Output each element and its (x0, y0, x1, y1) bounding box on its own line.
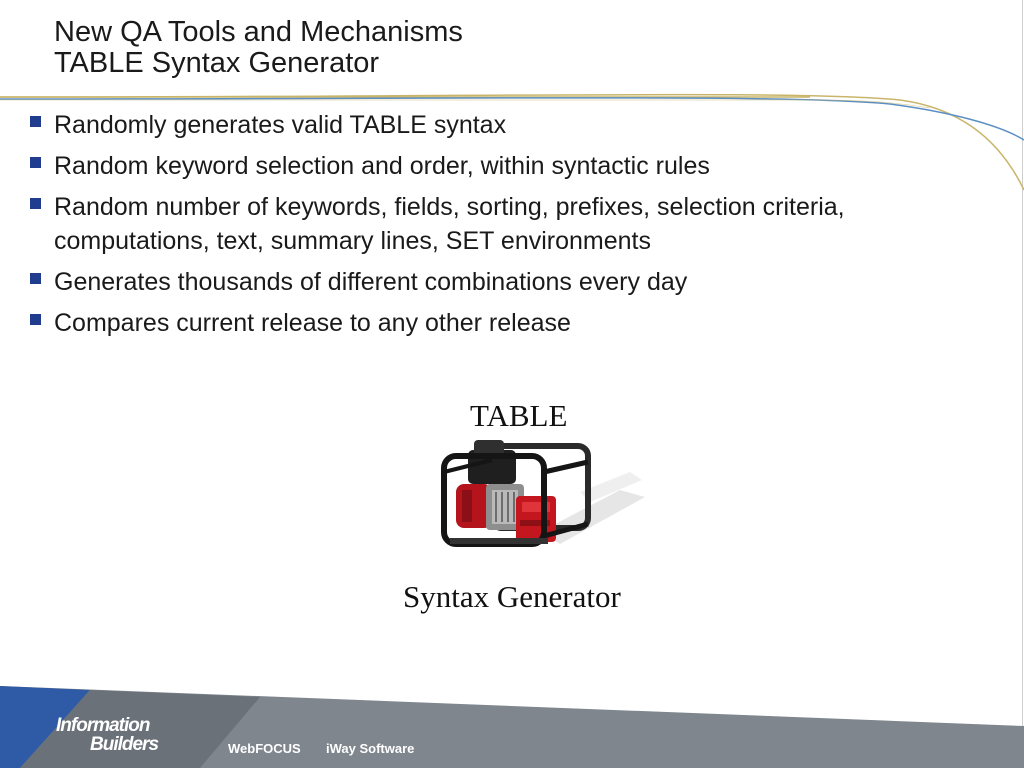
title-line-2: TABLE Syntax Generator (54, 47, 380, 79)
bullet-square-icon (30, 198, 41, 209)
bullet-square-icon (30, 314, 41, 325)
bullet-text: Random keyword selection and order, within syntactic rules (54, 152, 710, 180)
bullet-item (28, 306, 988, 340)
bullet-item (28, 190, 988, 258)
brand-iway-software: iWay Software (326, 741, 415, 756)
bullet-text: Randomly generates valid TABLE syntax (54, 111, 507, 139)
bullet-item (28, 108, 988, 142)
bullet-square-icon (30, 273, 41, 284)
information-builders-logo (56, 716, 158, 754)
bullet-square-icon (30, 116, 41, 127)
bullet-text: Random number of keywords, fields, sorting, prefixes, selection criteria, computations, text, summary lines, SET environments (54, 193, 845, 255)
bullet-text: Compares current release to any other release (54, 309, 571, 337)
bullet-item (28, 149, 988, 183)
bullet-item (28, 265, 988, 299)
title-line-1: New QA Tools and Mechanisms (54, 16, 463, 48)
figure-caption-bottom: Syntax Generator (403, 579, 621, 614)
page-title (54, 17, 463, 79)
generator-icon (430, 432, 650, 557)
brand-webfocus: WebFOCUS (228, 741, 301, 756)
logo-line-2: Builders (90, 734, 159, 755)
bullet-list (28, 108, 988, 347)
bullet-square-icon (30, 157, 41, 168)
figure-caption-top: TABLE (470, 398, 568, 433)
logo-line-1: Information (56, 715, 150, 736)
bullet-text: Generates thousands of different combinations every day (54, 268, 688, 296)
